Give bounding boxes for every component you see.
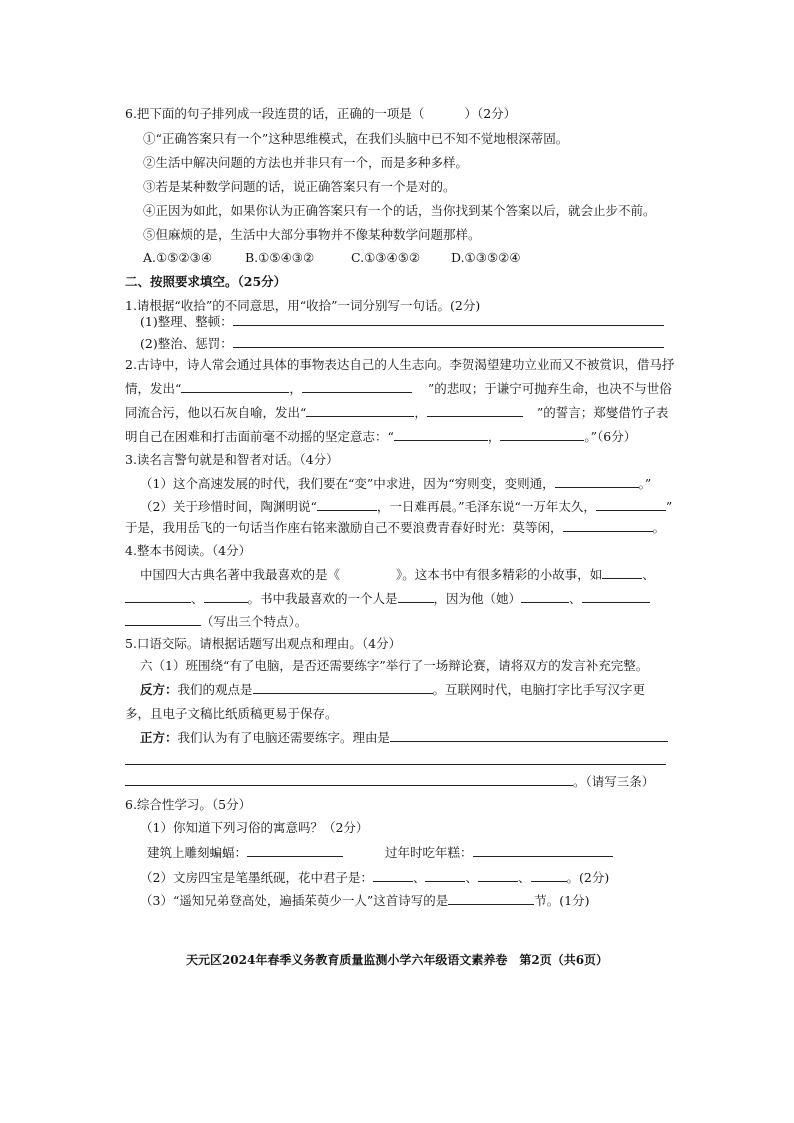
q6-sentence-3: ③若是某种数学问题的话，说正确答案只有一个是对的。 [143, 179, 456, 194]
answer-blank[interactable] [582, 589, 650, 603]
answer-blank[interactable] [521, 589, 569, 603]
p6-line-2: 建筑上雕刻蝙蝠： 过年时吃年糕： [147, 843, 613, 863]
answer-blank[interactable] [398, 589, 434, 603]
page-footer: 天元区2024年春季义务教育质量监测小学六年级语文素养卷 第2页（共6页） [185, 953, 609, 967]
answer-blank[interactable] [390, 728, 668, 742]
answer-blank[interactable] [500, 427, 584, 441]
p4-line-1: 中国四大古典名著中我最喜欢的是《 》。这本书中有很多精彩的小故事，如 、 [140, 567, 655, 582]
p5-answer-line-2: 。（请写三条） [125, 772, 654, 792]
p2-line-1: 2.古诗中，诗人常会通过具体的事物表达自己的人生志向。李贺渴望建功立业而又不被赏识，借马抒 [125, 357, 675, 372]
answer-blank[interactable] [302, 379, 412, 393]
answer-blank[interactable] [233, 334, 664, 348]
p6-line-4: （3）“遥知兄弟登高处，遍插茱萸少一人”这首诗写的是 节。(1分) [140, 893, 590, 908]
answer-blank[interactable] [317, 497, 377, 511]
p3-line-1: （1）这个高速发展的时代，我们要在“变”中求进，因为“穷则变，变则通， 。” [140, 476, 652, 491]
p5-answer-line [125, 751, 666, 771]
answer-blank[interactable] [306, 403, 414, 417]
p5-zheng-line: 正方：我们认为有了电脑还需要练字。理由是 [140, 728, 668, 748]
p1-stem: 1.请根据“收拾”的不同意思，用“收拾”一词分别写一句话。(2分) [125, 298, 481, 313]
q6-sentence-2: ②生活中解决问题的方法也并非只有一个，而是多种多样。 [143, 155, 469, 170]
q6-options [143, 248, 521, 268]
answer-blank[interactable] [233, 312, 664, 326]
p5-fan-line-2: 多，且电子文稿比纸质稿更易于保存。 [125, 706, 338, 721]
p6-stem: 6.综合性学习。（5分） [125, 797, 252, 812]
answer-blank[interactable] [247, 843, 343, 857]
answer-blank[interactable] [394, 427, 488, 441]
answer-blank[interactable] [253, 680, 433, 694]
q6-sentence-4: ④正因为如此，如果你认为正确答案只有一个的话，当你找到某个答案以后，就会止步不前。 [143, 203, 656, 218]
q6-sentence-1: ①“正确答案只有一个”这种思维模式，在我们头脑中已不知不觉地根深蒂固。 [143, 131, 569, 146]
answer-blank[interactable] [181, 379, 289, 393]
answer-blank[interactable] [427, 403, 523, 417]
answer-blank[interactable] [125, 589, 191, 603]
p6-line-1: （1）你知道下列习俗的寓意吗？（2分） [140, 820, 369, 835]
answer-blank[interactable] [448, 891, 534, 905]
answer-blank[interactable] [204, 589, 248, 603]
p1-line-b: (2)整治、惩罚： [140, 334, 664, 354]
answer-blank[interactable] [125, 751, 666, 765]
answer-blank[interactable] [563, 518, 653, 532]
answer-blank[interactable] [473, 843, 613, 857]
option-c: C.①③④⑤② [351, 250, 421, 265]
answer-blank[interactable] [125, 612, 201, 626]
p6-line-3: （2）文房四宝是笔墨纸砚，花中君子是： 、 、 、 。(2分) [140, 870, 610, 885]
p2-line-2: 情，发出“ ， ”的悲叹；于谦宁可抛弃生命，也决不与世俗 [125, 381, 672, 396]
answer-blank[interactable] [531, 868, 567, 882]
answer-blank[interactable] [596, 497, 666, 511]
p3-line-3: 于是，我用岳飞的一句话当作座右铭来激励自己不要浪费青春好时光：莫等闲， 。 [125, 520, 666, 535]
p4-stem: 4.整本书阅读。（4分） [125, 543, 252, 558]
answer-blank[interactable] [373, 868, 413, 882]
p5-stem: 5.口语交际。请根据话题写出观点和理由。（4分） [125, 636, 402, 651]
option-b: B.①⑤④③② [245, 250, 315, 265]
q6-stem: 6.把下面的句子排列成一段连贯的话，正确的一项是（ ）（2分） [125, 106, 517, 121]
answer-blank[interactable] [555, 474, 639, 488]
p3-line-2: （2）关于珍惜时间，陶渊明说“ ，一日难再晨。”毛泽东说“一万年太久， ” [140, 499, 673, 514]
p3-stem: 3.读名言警句就是和智者对话。（4分） [125, 452, 339, 467]
p4-line-3: （写出三个特点）。 [125, 612, 307, 632]
option-a: A.①⑤②③④ [143, 250, 213, 265]
answer-blank[interactable] [602, 565, 642, 579]
p2-line-4: 明自己在困难和打击面前毫不动摇的坚定意志：“ ， 。”（6分） [125, 429, 637, 444]
p5-fan-line: 反方：我们的观点是 。互联网时代，电脑打字比手写汉字更 [140, 682, 646, 697]
option-d: D.①③⑤②④ [451, 250, 521, 265]
section-2-title: 二、按照要求填空。（25分） [125, 274, 287, 289]
answer-blank[interactable] [125, 772, 573, 786]
q6-sentence-5: ⑤但麻烦的是，生活中大部分事物并不像某种数学问题那样。 [143, 227, 481, 242]
p5-intro: 六（1）班围绕“有了电脑，是否还需要练字”举行了一场辩论赛，请将双方的发言补充完整。 [140, 658, 649, 673]
answer-blank[interactable] [425, 868, 465, 882]
p2-line-3: 同流合污，他以石灰自喻，发出“ ， ”的誓言；郑燮借竹子表 [125, 405, 669, 420]
p4-line-2: 、 。书中我最喜欢的一个人是 ，因为他（她） 、 [125, 589, 650, 609]
answer-blank[interactable] [478, 868, 518, 882]
p1-line-a: (1)整理、整顿： [140, 312, 664, 332]
